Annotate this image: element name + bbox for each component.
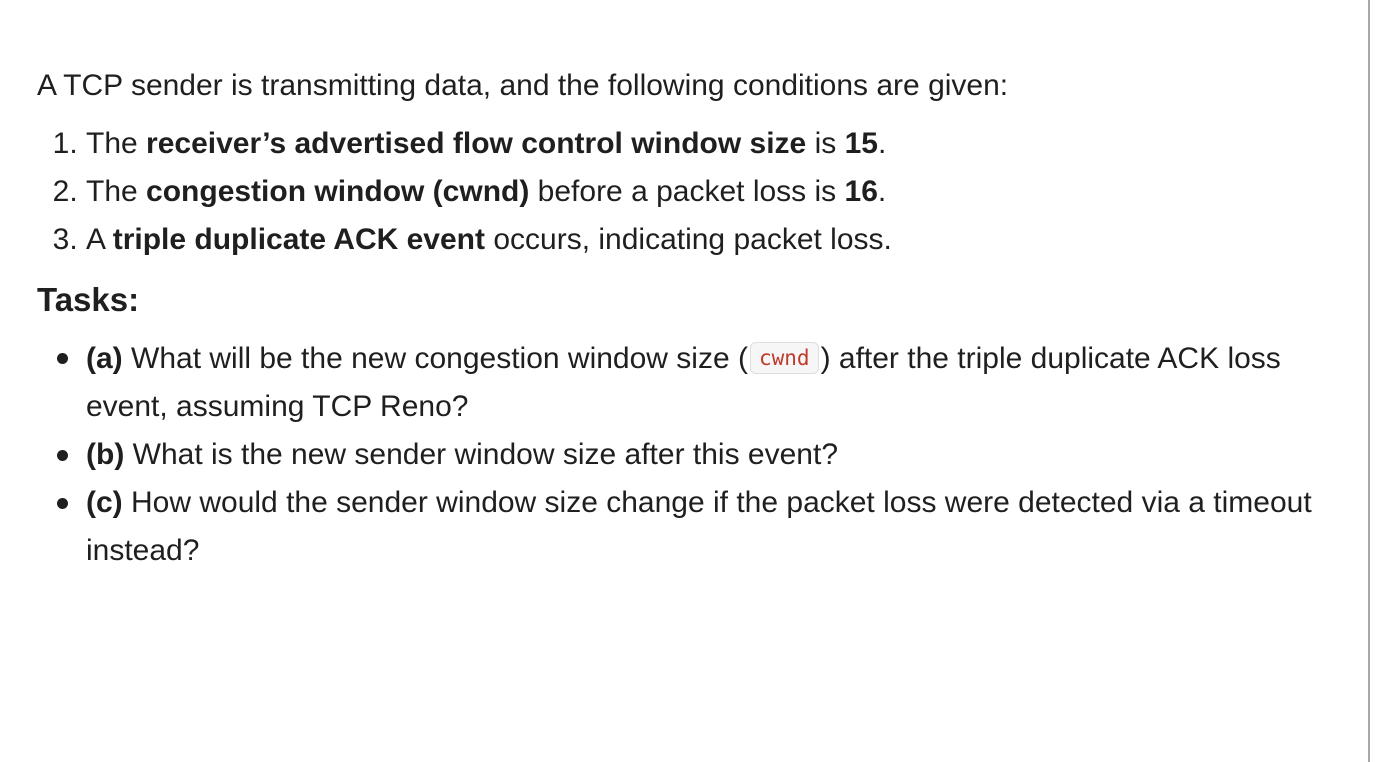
condition-value: 15 xyxy=(844,127,878,160)
condition-suffix: . xyxy=(877,175,887,208)
conditions-list xyxy=(37,120,1327,264)
task-label: (a) xyxy=(86,342,123,375)
condition-item xyxy=(86,168,1327,216)
right-divider xyxy=(1368,0,1370,762)
condition-bold: congestion window (cwnd) xyxy=(146,175,530,208)
task-label: (c) xyxy=(86,486,123,519)
task-item-c xyxy=(86,479,1327,575)
question-content xyxy=(37,62,1327,575)
task-text: What will be the new congestion window size ( xyxy=(122,342,748,375)
condition-prefix: The xyxy=(86,127,147,160)
condition-prefix: The xyxy=(86,175,147,208)
task-item-a xyxy=(86,334,1327,431)
condition-middle: before a packet loss is xyxy=(529,175,845,208)
condition-suffix: . xyxy=(877,127,887,160)
condition-value: 16 xyxy=(844,175,878,208)
intro-text: A TCP sender is transmitting data, and the following conditions are given: xyxy=(37,69,1009,102)
task-text: ) after the triple duplicate ACK loss event, assuming TCP Reno? xyxy=(86,342,1281,423)
condition-middle: is xyxy=(806,127,845,160)
condition-bold: triple duplicate ACK event xyxy=(112,223,485,256)
task-text: What is the new sender window size after this event? xyxy=(124,438,838,471)
condition-item xyxy=(86,120,1327,168)
condition-middle: occurs, indicating packet loss. xyxy=(485,223,892,256)
condition-prefix: A xyxy=(86,223,113,256)
inline-code: cwnd xyxy=(750,342,819,374)
task-item-b xyxy=(86,431,1327,479)
tasks-list xyxy=(37,334,1327,575)
bullet-icon xyxy=(57,353,68,364)
task-label: (b) xyxy=(86,438,125,471)
condition-item xyxy=(86,216,1327,264)
bullet-icon xyxy=(57,498,68,509)
bullet-icon xyxy=(57,450,68,461)
task-text: How would the sender window size change if the packet loss were detected via a timeout instead? xyxy=(86,486,1312,567)
condition-bold: receiver’s advertised flow control window size xyxy=(146,127,807,160)
tasks-heading: Tasks: xyxy=(37,281,140,318)
